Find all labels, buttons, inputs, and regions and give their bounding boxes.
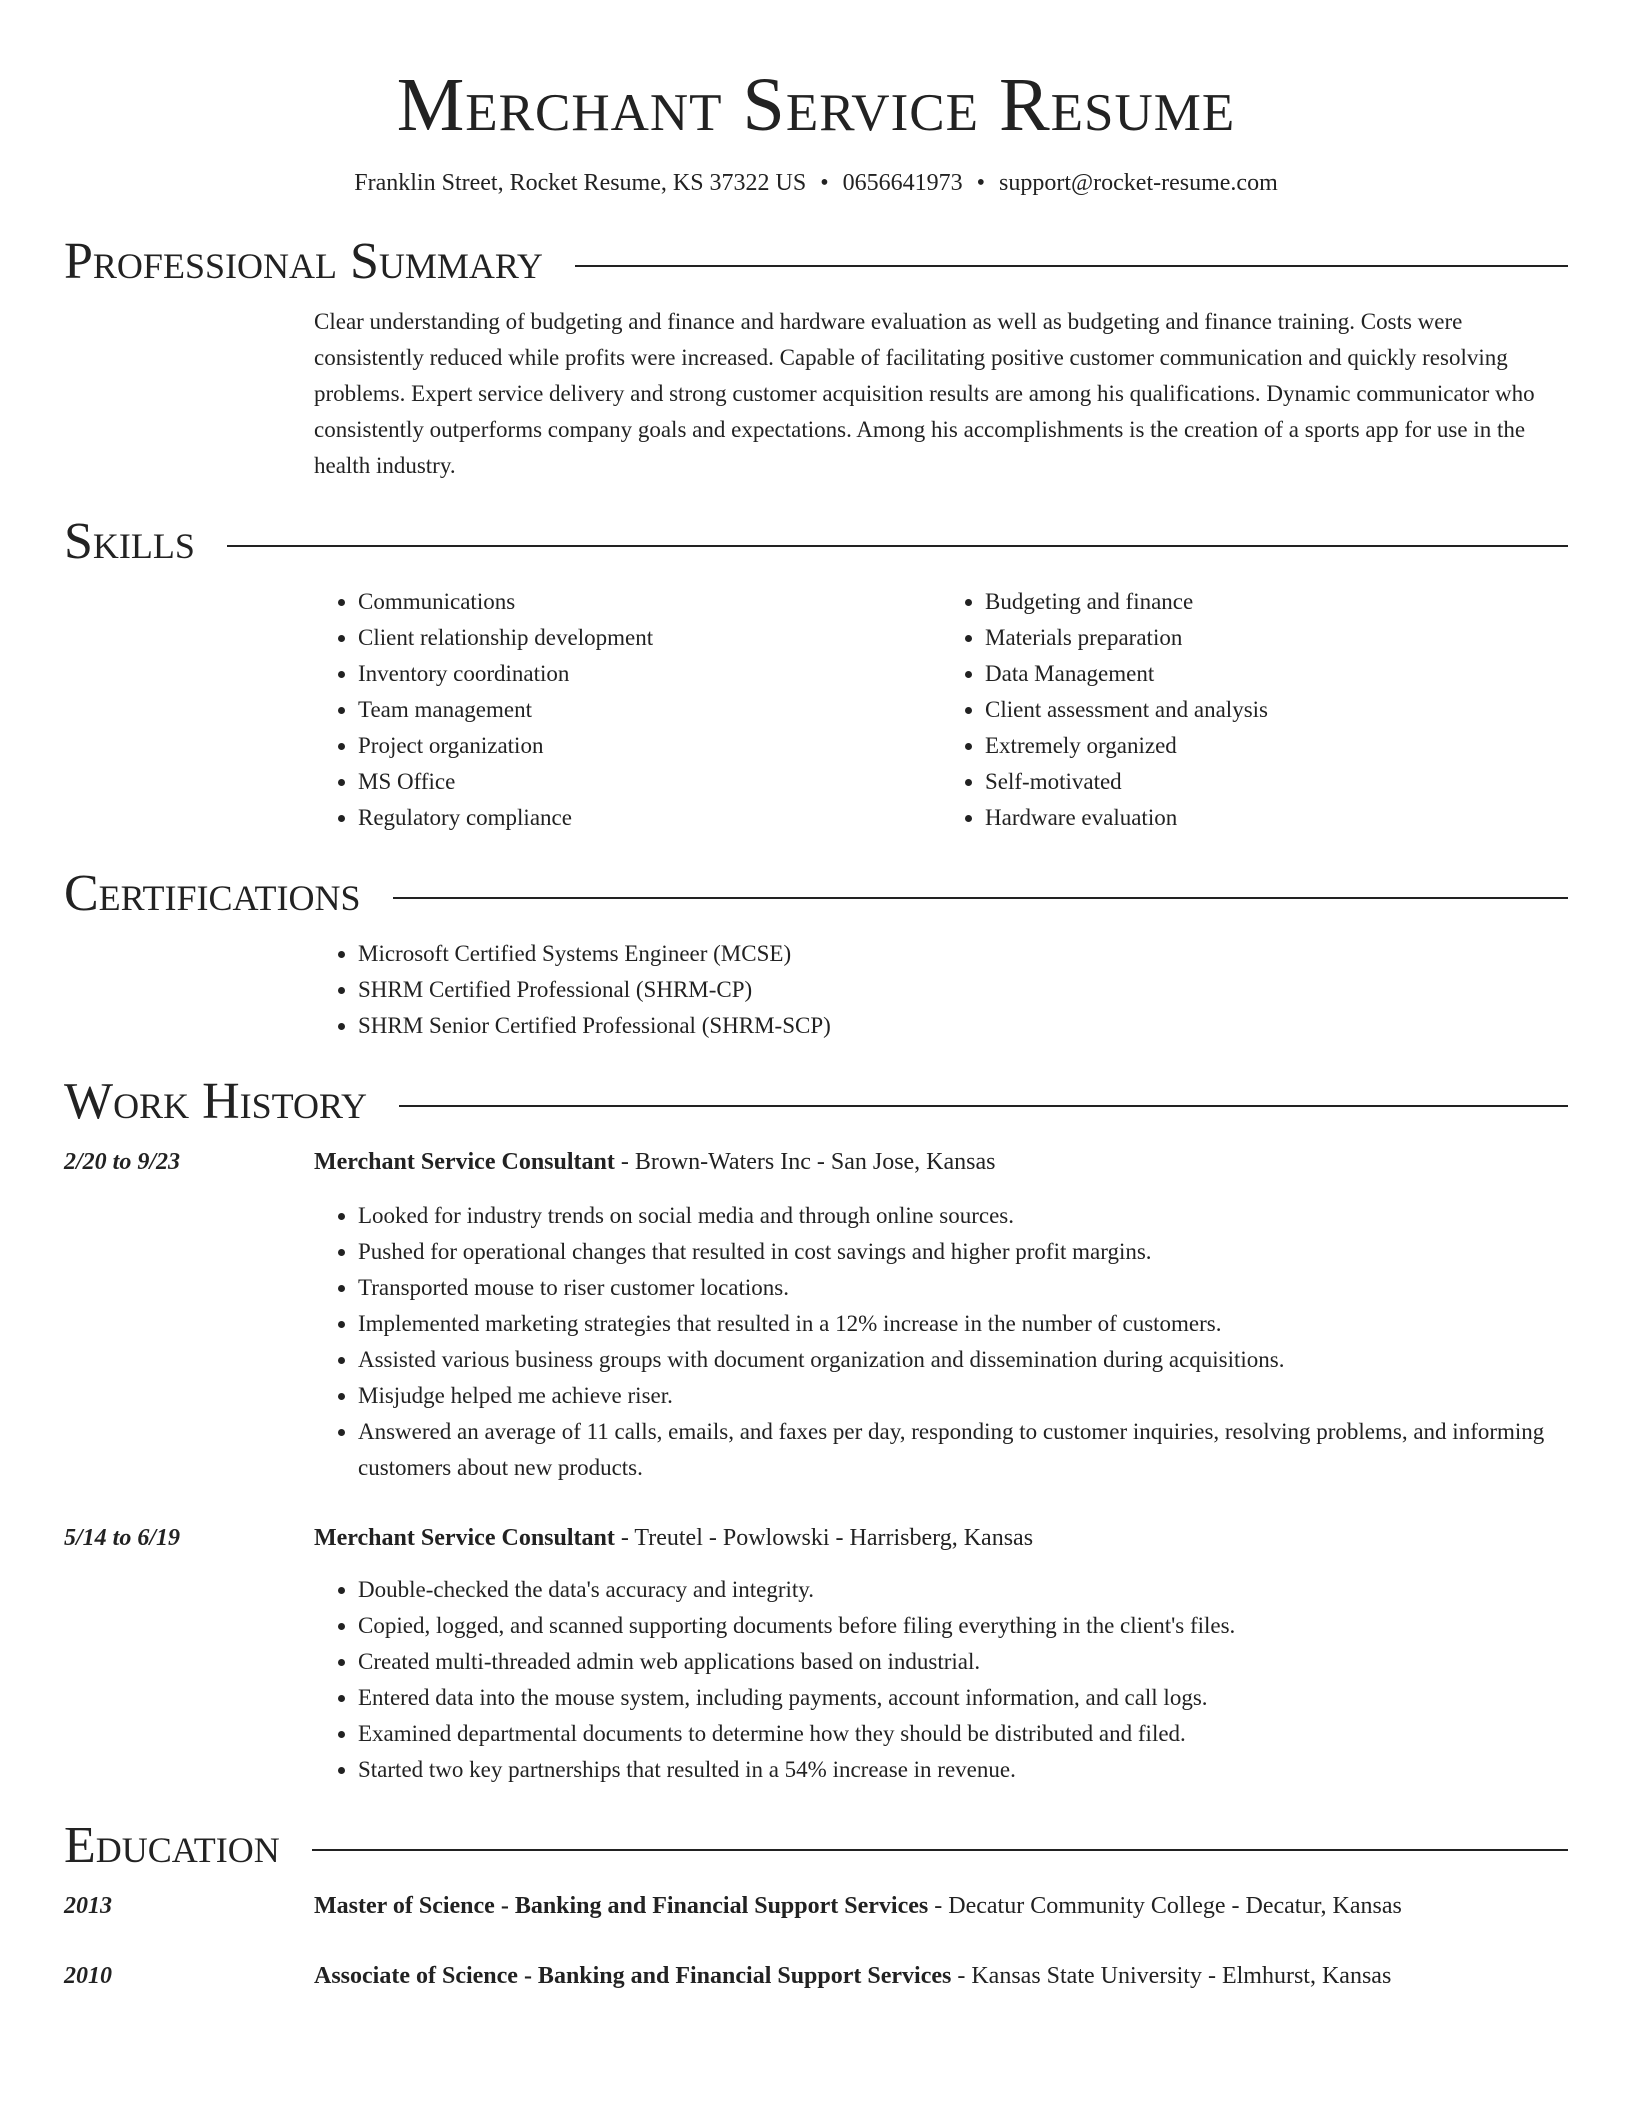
job-heading bbox=[314, 1144, 1568, 1180]
section-divider bbox=[312, 1849, 1568, 1851]
job-bullet: • Examined departmental documents to determine how they should be distributed and filed. bbox=[358, 1716, 1568, 1752]
section-title-work-history: Work History bbox=[64, 1073, 368, 1130]
job-entry bbox=[64, 1520, 1568, 1788]
contact-separator: • bbox=[976, 170, 986, 196]
section-certifications bbox=[64, 864, 1568, 1044]
section-heading bbox=[64, 232, 1568, 292]
section-title-certifications: Certifications bbox=[64, 865, 361, 922]
skill-item: • Self-motivated bbox=[985, 764, 1568, 800]
section-heading bbox=[64, 1072, 1568, 1132]
skill-item: • Budgeting and finance bbox=[985, 584, 1568, 620]
section-divider bbox=[393, 897, 1568, 899]
section-summary bbox=[64, 232, 1568, 484]
job-details: - Brown-Waters Inc - San Jose, Kansas bbox=[614, 1149, 996, 1175]
job-dates: 5/14 to 6/19 bbox=[64, 1525, 181, 1551]
education-details: - Kansas State University - Elmhurst, Kansas bbox=[951, 1963, 1392, 1989]
resume-page bbox=[64, 0, 1568, 1994]
education-year: 2013 bbox=[64, 1893, 112, 1919]
section-title-summary: Professional Summary bbox=[64, 233, 543, 290]
job-bullet: • Double-checked the data's accuracy and integrity. bbox=[358, 1572, 1568, 1608]
job-bullet: • Copied, logged, and scanned supporting documents before filing everything in the client's files. bbox=[358, 1608, 1568, 1644]
education-details: - Decatur Community College - Decatur, Kansas bbox=[928, 1893, 1402, 1919]
skill-item: • Client relationship development bbox=[358, 620, 941, 656]
education-heading bbox=[314, 1888, 1568, 1924]
certification-item: • SHRM Senior Certified Professional (SHRM-SCP) bbox=[358, 1008, 1568, 1044]
job-bullet: • Transported mouse to riser customer locations. bbox=[358, 1270, 1568, 1306]
job-bullet: • Misjudge helped me achieve riser. bbox=[358, 1378, 1568, 1414]
skill-item: • Hardware evaluation bbox=[985, 800, 1568, 836]
section-divider bbox=[575, 265, 1568, 267]
contact-phone: 0656641973 bbox=[842, 170, 963, 196]
certification-item: • Microsoft Certified Systems Engineer (MCSE) bbox=[358, 936, 1568, 972]
job-details: - Treutel - Powlowski - Harrisberg, Kansas bbox=[614, 1525, 1034, 1551]
section-title-skills: Skills bbox=[64, 513, 195, 570]
education-year: 2010 bbox=[64, 1963, 112, 1989]
education-entry bbox=[64, 1888, 1568, 1924]
job-bullet: • Created multi-threaded admin web applications based on industrial. bbox=[358, 1644, 1568, 1680]
job-bullets bbox=[314, 1572, 1568, 1788]
job-role: Merchant Service Consultant bbox=[314, 1525, 615, 1551]
section-heading bbox=[64, 864, 1568, 924]
job-bullet: • Entered data into the mouse system, including payments, account information, and call logs. bbox=[358, 1680, 1568, 1716]
skill-item: • Extremely organized bbox=[985, 728, 1568, 764]
job-bullet: • Answered an average of 11 calls, emails, and faxes per day, responding to customer inquiries, resolving problems, and informing customers about new products. bbox=[358, 1414, 1568, 1486]
job-bullet: • Implemented marketing strategies that resulted in a 12% increase in the number of customers. bbox=[358, 1306, 1568, 1342]
education-degree: Associate of Science - Banking and Financial Support Services bbox=[314, 1963, 952, 1989]
job-dates: 2/20 to 9/23 bbox=[64, 1149, 181, 1175]
certifications-list bbox=[314, 936, 1568, 1044]
education-heading bbox=[314, 1958, 1568, 1994]
section-heading bbox=[64, 512, 1568, 572]
certification-item: • SHRM Certified Professional (SHRM-CP) bbox=[358, 972, 1568, 1008]
skill-item: • Communications bbox=[358, 584, 941, 620]
section-divider bbox=[227, 545, 1568, 547]
skill-item: • Data Management bbox=[985, 656, 1568, 692]
skill-item: • MS Office bbox=[358, 764, 941, 800]
job-heading bbox=[314, 1520, 1568, 1556]
skill-item: • Team management bbox=[358, 692, 941, 728]
education-degree: Master of Science - Banking and Financial Support Services bbox=[314, 1893, 929, 1919]
job-role: Merchant Service Consultant bbox=[314, 1149, 615, 1175]
skills-list-right bbox=[941, 584, 1568, 836]
skill-item: • Materials preparation bbox=[985, 620, 1568, 656]
job-bullet: • Assisted various business groups with document organization and dissemination during acquisitions. bbox=[358, 1342, 1568, 1378]
section-skills bbox=[64, 512, 1568, 836]
education-entry bbox=[64, 1958, 1568, 1994]
skill-item: • Regulatory compliance bbox=[358, 800, 941, 836]
section-work-history bbox=[64, 1072, 1568, 1788]
skill-item: • Project organization bbox=[358, 728, 941, 764]
job-bullet: • Started two key partnerships that resulted in a 54% increase in revenue. bbox=[358, 1752, 1568, 1788]
job-bullets bbox=[314, 1198, 1568, 1486]
section-education bbox=[64, 1816, 1568, 1994]
section-heading bbox=[64, 1816, 1568, 1876]
contact-address: Franklin Street, Rocket Resume, KS 37322 US bbox=[354, 170, 807, 196]
contact-separator: • bbox=[820, 170, 829, 196]
job-entry bbox=[64, 1144, 1568, 1486]
job-bullet: • Looked for industry trends on social media and through online sources. bbox=[358, 1198, 1568, 1234]
skill-item: • Inventory coordination bbox=[358, 656, 941, 692]
resume-title: Merchant Service Resume bbox=[396, 63, 1236, 147]
skills-list-left bbox=[314, 584, 941, 836]
summary-text: Clear understanding of budgeting and finance and hardware evaluation as well as budgeting and finance training. Costs were consistently reduced while profits were increased. Capable of facilitating positive customer communication and quickly resolving problems. Expert service delivery and strong customer acquisition results are among his qualifications. Dynamic communicator who consistently outperforms company goals and expectations. Among his accomplishments is the creation of a sports app for use in the health industry. bbox=[314, 309, 1535, 478]
contact-email: support@rocket-resume.com bbox=[999, 170, 1278, 196]
contact-line bbox=[64, 168, 1568, 198]
section-divider bbox=[399, 1105, 1568, 1107]
job-bullet: • Pushed for operational changes that resulted in cost savings and higher profit margins. bbox=[358, 1234, 1568, 1270]
skill-item: • Client assessment and analysis bbox=[985, 692, 1568, 728]
section-title-education: Education bbox=[64, 1817, 280, 1874]
